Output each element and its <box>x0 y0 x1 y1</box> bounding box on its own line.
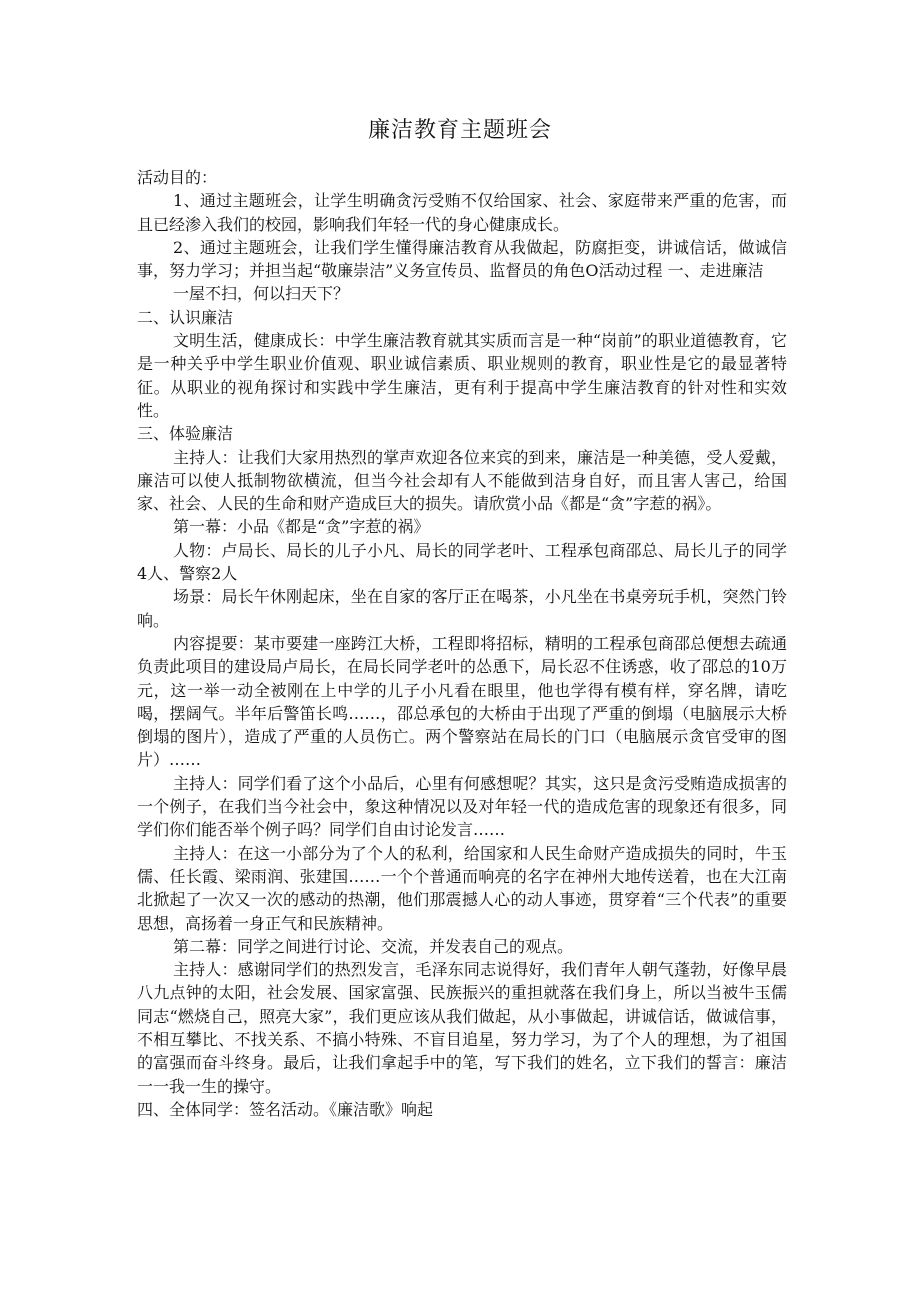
paragraph: 人物：卢局长、局长的儿子小凡、局长的同学老叶、工程承包商邵总、局长儿子的同学4人、警察2人 <box>137 540 787 584</box>
paragraph: 四、全体同学：签名活动。《廉洁歌》响起 <box>137 1099 434 1119</box>
paragraph: 主持人：让我们大家用热烈的掌声欢迎各位来宾的到来，廉洁是一种美德，受人爱戴，廉洁可以使人抵制物欲横流，但当今社会却有人不能做到洁身自好，而且害人害己，给国家、社会、人民的生命和财产造成巨大的损失。请欣赏小品《都是“贪”字惹的祸》。 <box>137 447 787 514</box>
paragraph: 场景：局长午休刚起床，坐在自家的客厅正在喝茶，小凡坐在书桌旁玩手机，突然门铃响。 <box>137 587 787 630</box>
paragraph: 1、通过主题班会，让学生明确贪污受贿不仅给国家、社会、家庭带来严重的危害，而且已经渗入我们的校园，影响我们年轻一代的身心健康成长。 <box>137 191 787 234</box>
paragraph: 第一幕：小品《都是“贪”字惹的祸》 <box>173 517 430 537</box>
paragraph: 内容提要：某市要建一座跨江大桥，工程即将招标，精明的工程承包商邵总便想去疏通负责此项目的建设局卢局长，在局长同学老叶的怂恿下，局长忍不住诱惑，收了邵总的10万元，这一举一动全被刚在上中学的儿子小凡看在眼里，他也学得有模有样，穿名牌，请吃喝，摆阔气。半年后警笛长鸣……，邵总承包的大桥由于出现了严重的倒塌（电脑展示大桥倒塌的图片），造成了严重的人员伤亡。两个警察站在局长的门口（电脑展示贪官受审的图片）…… <box>137 633 787 770</box>
paragraph: 活动目的： <box>137 168 218 187</box>
paragraph: 主持人：在这一小部分为了个人的私利，给国家和人民生命财产造成损失的同时，牛玉儒、任长霞、梁雨润、张建国……一个个普通而响亮的名字在神州大地传送着，也在大江南北掀起了一次又一次的感动的热潮，他们那震撼人心的动人事迹，贯穿着“三个代表”的重要思想，高扬着一身正气和民族精神。 <box>137 843 787 933</box>
paragraph: 二、认识廉洁 <box>137 307 234 327</box>
paragraph: 三、体验廉洁 <box>137 424 234 444</box>
paragraph: 一屋不扫，何以扫天下？ <box>173 284 350 304</box>
paragraph: 第二幕：同学之间进行讨论、交流，并发表自己的观点。 <box>173 936 574 956</box>
paragraph: 主持人：同学们看了这个小品后，心里有何感想呢？其实，这只是贪污受贿造成损害的一个例子，在我们当今社会中，象这种情况以及对年轻一代的造成危害的现象还有很多，同学们你们能否举个例子吗？同学们自由讨论发言…… <box>137 773 787 840</box>
paragraph: 主持人：感谢同学们的热烈发言，毛泽东同志说得好，我们青年人朝气蓬勃，好像早晨八九点钟的太阳，社会发展、国家富强、民族振兴的重担就落在我们身上，所以当被牛玉儒同志“燃烧自己，照亮大家”，我们更应该从我们做起，从小事做起，讲诚信话，做诚信事，不相互攀比、不找关系、不搞小特殊、不盲目追星，努力学习，为了个人的理想，为了祖国的富强而奋斗终身。最后，让我们拿起手中的笔，写下我们的姓名，立下我们的誓言：廉洁一一我一生的操守。 <box>137 960 787 1096</box>
document-title: 廉洁教育主题班会 <box>367 118 552 143</box>
paragraph: 文明生活，健康成长：中学生廉洁教育就其实质而言是一种“岗前”的职业道德教育，它是一种关乎中学生职业价值观、职业诚信素质、职业规则的教育，职业性是它的最显著特征。从职业的视角探讨和实践中学生廉洁，更有利于提高中学生廉洁教育的针对性和实效性。 <box>137 331 787 420</box>
document-body <box>137 166 787 1121</box>
paragraph: 2、通过主题班会，让我们学生懂得廉洁教育从我做起，防腐拒变，讲诚信话，做诚信事，努力学习；并担当起“敬廉崇洁”义务宣传员、监督员的角色O活动过程 一、走进廉洁 <box>137 237 787 281</box>
